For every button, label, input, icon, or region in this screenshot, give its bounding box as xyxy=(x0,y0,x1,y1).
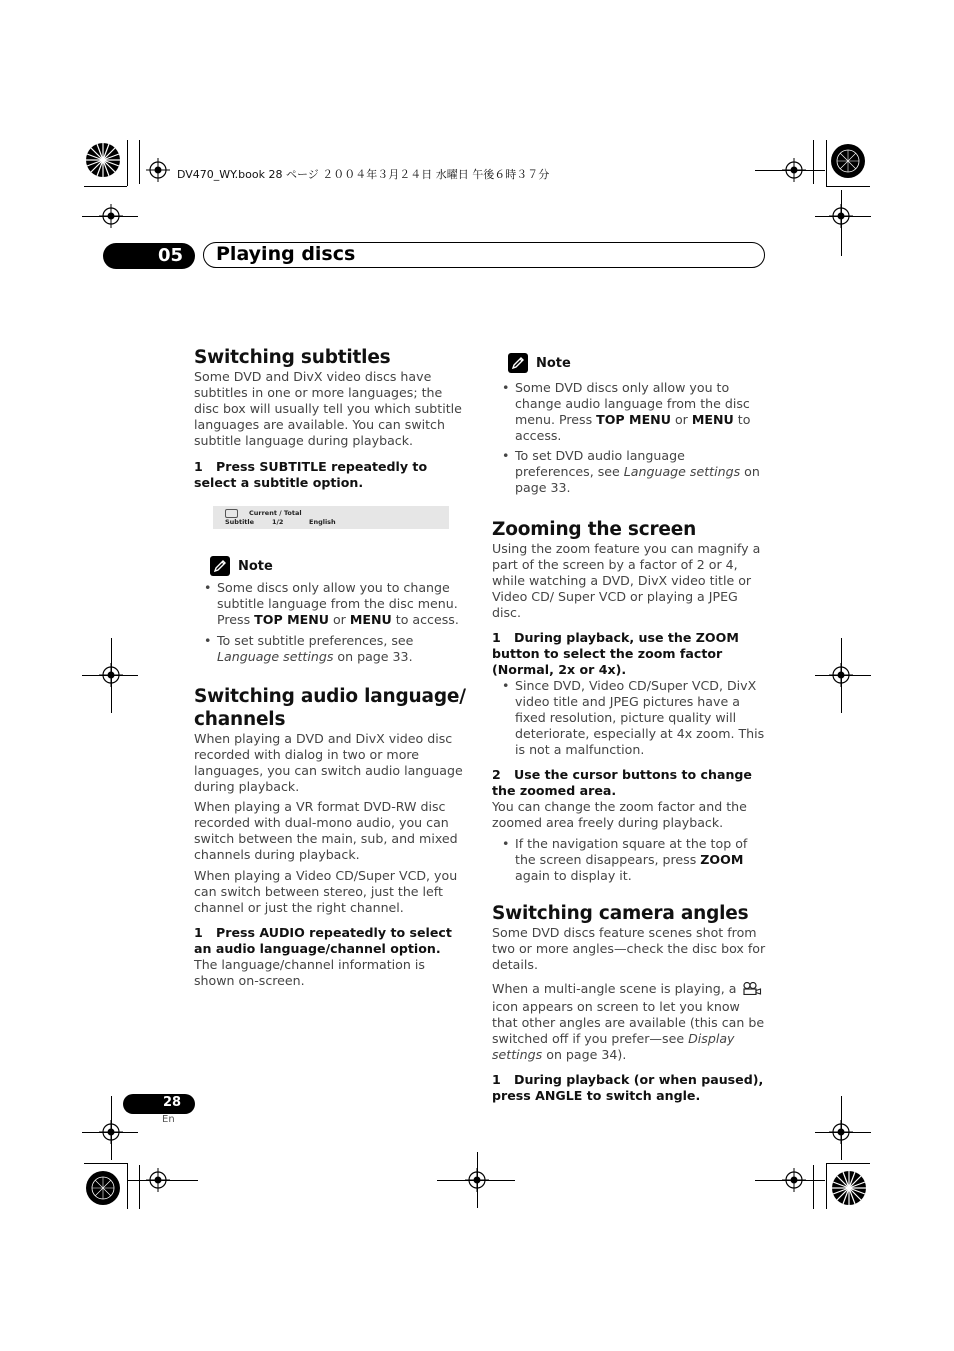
osd-head: Current / Total xyxy=(249,509,302,517)
note-heading xyxy=(210,555,469,577)
osd-value: 1/2 xyxy=(272,518,284,526)
camera-icon xyxy=(742,982,762,999)
right-column xyxy=(492,352,767,1104)
audio-note-list xyxy=(492,380,767,496)
zoom-step-2: 2 Use the cursor buttons to change the zoomed area. xyxy=(492,767,752,798)
subtitles-note-list xyxy=(194,580,469,665)
list-item: • Since DVD, Video CD/Super VCD, DivX video title and JPEG pictures have a fixed resolution, picture quality will deteriorate, especially at 4x zoom. This is not a malfunction. xyxy=(492,678,767,758)
crosshair-mark xyxy=(99,204,123,228)
angles-paragraph: When a multi-angle scene is playing, a icon appears on screen to let you know that other angles are available (this can be switched off if you prefer—see Display settings on page 34). xyxy=(492,981,765,1062)
zoom-paragraph: You can change the zoom factor and the zoomed area freely during playback. xyxy=(492,799,747,830)
crosshair-mark xyxy=(146,158,170,182)
subtitle-icon xyxy=(225,509,238,518)
list-item: • If the navigation square at the top of the screen disappears, press ZOOM again to display it. xyxy=(492,836,767,884)
list-item: • To set DVD audio language preferences, see Language settings on page 33. xyxy=(492,448,767,496)
list-item: • Some DVD discs only allow you to change audio language from the disc menu. Press TOP MENU or MENU to access. xyxy=(492,380,767,444)
starburst-mark-bottom-left xyxy=(84,1166,124,1210)
zoom-intro: Using the zoom feature you can magnify a part of the screen by a factor of 2 or 4, while watching a DVD, DivX video title or Video CD/ Super VCD or playing a JPEG disc. xyxy=(492,541,761,620)
note-heading xyxy=(508,352,767,374)
page-number: 28 xyxy=(163,1095,182,1110)
pencil-icon xyxy=(210,556,230,576)
subtitles-step-1: 1 Press SUBTITLE repeatedly to select a subtitle option. xyxy=(194,459,428,490)
subtitle-osd-display xyxy=(213,506,449,529)
page-language: En xyxy=(162,1114,175,1125)
zoom-step-1: 1 During playback, use the ZOOM button to select the zoom factor (Normal, 2x or 4x). xyxy=(492,630,739,677)
zoom-list xyxy=(492,836,767,884)
audio-paragraph: When playing a VR format DVD-RW disc recorded with dual-mono audio, you can switch between the main, sub, and mixed channels during playback. xyxy=(194,799,458,862)
note-label: Note xyxy=(238,558,273,574)
audio-paragraph: When playing a Video CD/Super VCD, you can switch between stereo, just the left channel or just the right channel. xyxy=(194,868,458,915)
starburst-mark-bottom-right xyxy=(828,1166,870,1210)
zoom-list xyxy=(492,678,767,758)
audio-step-1: 1 Press AUDIO repeatedly to select an audio language/channel option. xyxy=(194,925,452,956)
pencil-icon xyxy=(508,353,528,373)
chapter-number: 05 xyxy=(158,245,184,266)
osd-language: English xyxy=(309,518,336,526)
subtitles-intro: Some DVD and DivX video discs have subtitles in one or more languages; the disc box will usually tell you which subtitle languages are available. You can switch subtitle language during playback. xyxy=(194,369,462,448)
starburst-mark-top-right xyxy=(828,140,870,182)
section-title-subtitles: Switching subtitles xyxy=(194,347,391,368)
list-item: • Some discs only allow you to change subtitle language from the disc menu. Press TOP MENU or MENU to access. xyxy=(194,580,469,628)
page-number-badge xyxy=(123,1094,195,1114)
angles-step-1: 1 During playback (or when paused), press ANGLE to switch angle. xyxy=(492,1072,764,1103)
osd-label: Subtitle xyxy=(225,518,255,526)
list-item: • To set subtitle preferences, see Language settings on page 33. xyxy=(194,633,469,665)
section-title-angles: Switching camera angles xyxy=(492,903,749,924)
left-column xyxy=(194,346,469,989)
chapter-title: Playing discs xyxy=(216,243,356,265)
starburst-mark-top-left xyxy=(84,136,124,186)
angles-paragraph: Some DVD discs feature scenes shot from two or more angles—check the disc box for details. xyxy=(492,925,766,972)
section-title-audio: Switching audio language/ channels xyxy=(194,686,466,730)
audio-paragraph: The language/channel information is shown on-screen. xyxy=(194,957,425,988)
print-info: DV470_WY.book 28 ページ ２００４年３月２４日 水曜日 午後６時３７分 xyxy=(177,168,550,181)
audio-paragraph: When playing a DVD and DivX video disc recorded with dialog in two or more languages, you can switch audio language during playback. xyxy=(194,731,463,794)
section-title-zoom: Zooming the screen xyxy=(492,519,697,540)
note-label: Note xyxy=(536,355,571,371)
